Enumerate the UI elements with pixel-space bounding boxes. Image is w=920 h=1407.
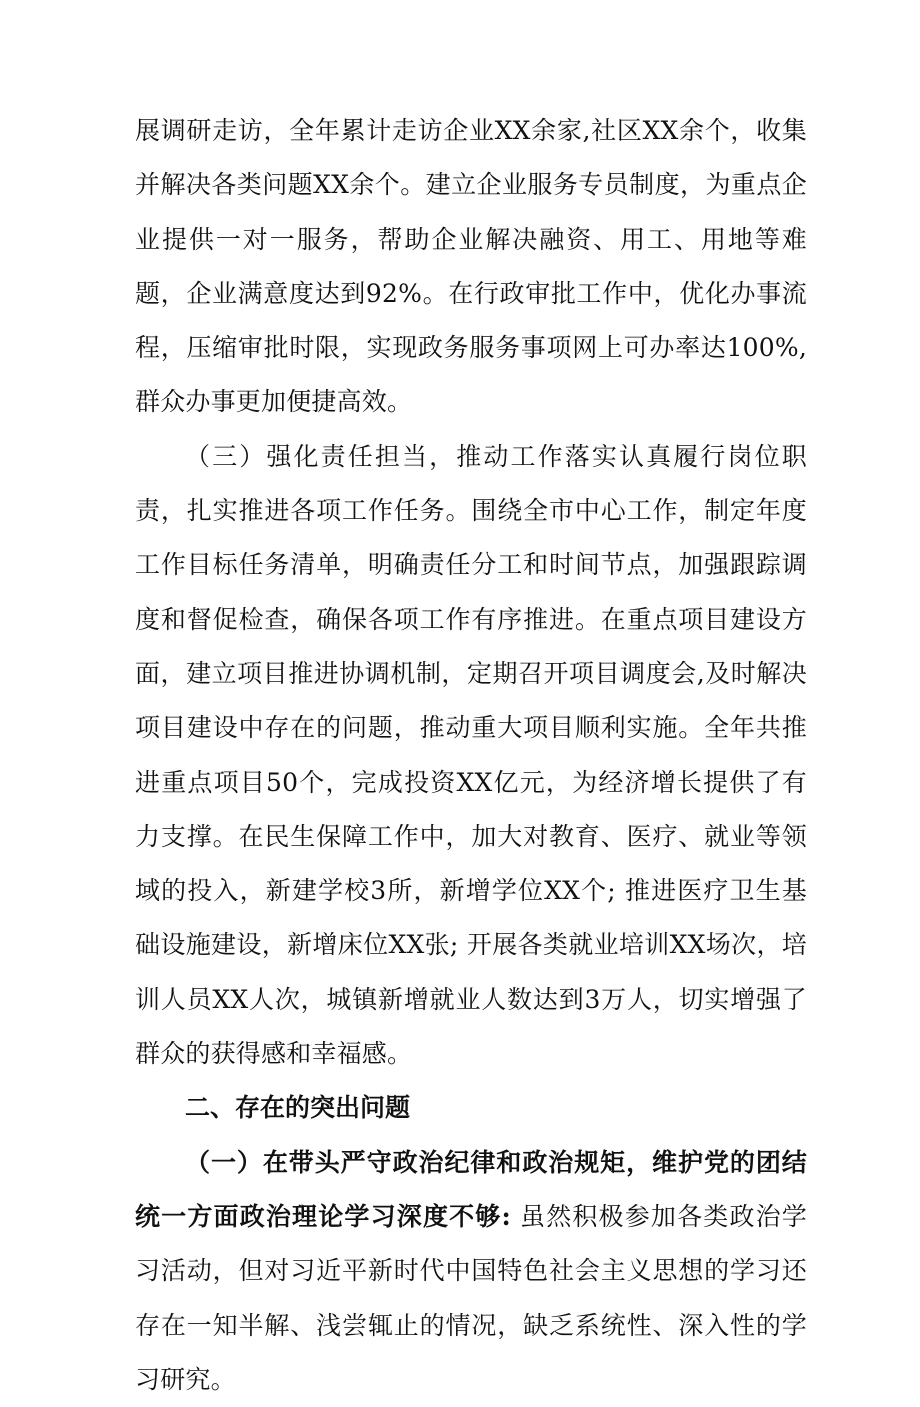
section-heading-problems: 二、存在的突出问题 <box>185 1093 411 1123</box>
paragraph-continued: 展调研走访，全年累计走访企业XX余家,社区XX余个，收集并解决各类问题XX余个。建立企业服务专员制度，为重点企业提供一对一服务，帮助企业解决融资、用工、用地等难题，企业满意度达到92%。在行政审批工作中，优化办事流程，压缩审批时限，实现政务服务事项网上可办率达100%,群众办事更加便捷高效。 <box>135 116 807 417</box>
problem-one-body: 虽然积极参加各类政治学习活动，但对习近平新时代中国特色社会主义思想的学习还存在一知半解、浅尝辄止的情况，缺乏系统性、深入性的学习研究。 <box>135 1201 807 1394</box>
paragraph-section-three: （三）强化责任担当，推动工作落实认真履行岗位职责，扎实推进各项工作任务。围绕全市中心工作，制定年度工作目标任务清单，明确责任分工和时间节点，加强跟踪调度和督促检查，确保各项工作有序推进。在重点项目建设方面，建立项目推进协调机制，定期召开项目调度会,及时解决项目建设中存在的问题，推动重大项目顺利实施。全年共推进重点项目50个，完成投资XX亿元，为经济增长提供了有力支撑。在民生保障工作中，加大对教育、医疗、就业等领域的投入，新建学校3所，新增学位XX个; 推进医疗卫生基础设施建设，新增床位XX张; 开展各类就业培训XX场次，培训人员XX人次，城镇新增就业人数达到3万人，切实增强了群众的获得感和幸福感。 <box>135 441 807 1069</box>
paragraph-problem-one <box>135 1136 807 1407</box>
problem-one-title: （一）在带头严守政治纪律和政治规矩，维护党的团结统一方面政治理论学习深度不够: <box>135 1147 807 1231</box>
document-body <box>135 104 807 1407</box>
